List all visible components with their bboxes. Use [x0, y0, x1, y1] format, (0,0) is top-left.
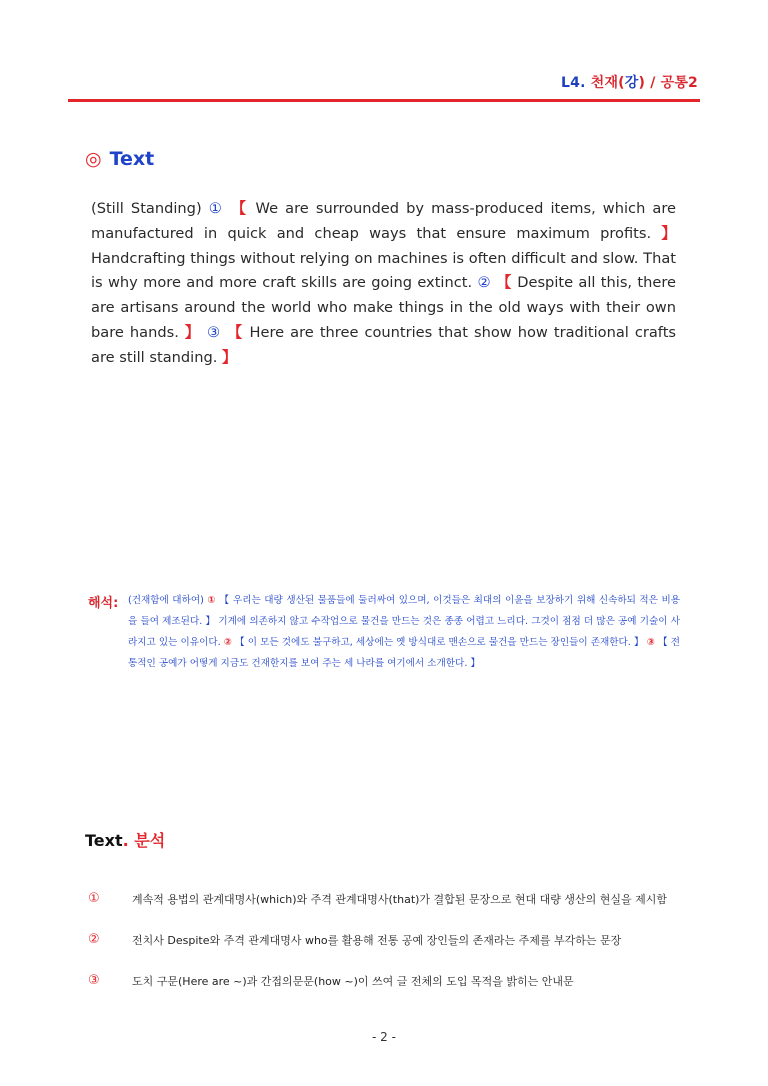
english-passage: [91, 197, 676, 371]
paren-close: ): [638, 75, 646, 91]
course-name: 공통2: [660, 75, 698, 91]
passage-intro: (Still Standing): [91, 200, 202, 217]
analysis-list: [88, 878, 688, 1001]
passage-sentence-3: Here are three countries that show how traditional crafts are still standing.: [91, 323, 677, 366]
sentence-number-1: ①: [208, 200, 225, 217]
analysis-text: 도치 구문(Here are ~)과 간접의문문(how ~)이 쓰여 글 전체의 도입 목적을 밝히는 안내문: [132, 974, 574, 988]
analysis-title-separator: .: [122, 831, 129, 850]
bracket-open: 【: [496, 274, 512, 292]
lesson-number: L4.: [561, 75, 586, 91]
translation-plain-sentences: 기계에 의존하지 않고 수작업으로 물건을 만드는 것은 종종 어렵고 느리다. 그것이 점점 더 많은 공예 기술이 사라지고 있는 이유이다.: [128, 616, 680, 648]
bracket-close: 】: [633, 637, 644, 648]
analysis-title-korean: 분석: [134, 831, 166, 850]
section-title-text: Text: [109, 148, 155, 170]
analysis-item: [88, 960, 688, 1001]
translation-intro: (건재함에 대하여): [128, 595, 204, 606]
bracket-close: 】: [470, 658, 481, 669]
section-title: [85, 148, 154, 170]
translation-number-2: ②: [223, 637, 232, 648]
header-divider: [68, 99, 700, 102]
analysis-title: [85, 828, 165, 851]
korean-translation: [128, 590, 680, 674]
page-number: - 2 -: [372, 1030, 396, 1044]
sentence-number-3: ③: [206, 323, 222, 341]
analysis-number: ③: [88, 973, 100, 988]
passage-sentence-1: We are surrounded by mass-produced items, which are manufactured in quick and cheap ways that ensure maximum profits.: [91, 200, 677, 242]
analysis-number: ①: [88, 891, 100, 906]
bracket-open: 【: [657, 637, 668, 648]
analysis-text: 계속적 용법의 관계대명사(which)와 주격 관계대명사(that)가 결합된 문장으로 현대 대량 생산의 현실을 제시함: [132, 892, 668, 906]
translation-sentence-1: 우리는 대량 생산된 물품들에 둘러싸여 있으며, 이것들은 최대의 이윤을 보장하기 위해 신속하되 적은 비용을 들여 제조된다.: [128, 595, 680, 627]
analysis-item: [88, 878, 688, 919]
bracket-close: 】: [222, 348, 237, 366]
translation-sentence-2: 이 모든 것에도 불구하고, 세상에는 옛 방식대로 맨손으로 물건을 만드는 장인들이 존재한다.: [247, 637, 631, 648]
bracket-open: 【: [227, 323, 244, 341]
bracket-open: 【: [231, 200, 249, 217]
paren-open: (: [618, 75, 625, 91]
passage-sentence-2: Despite all this, there are artisans around the world who make things in the old ways with their own bare hands.: [91, 274, 677, 341]
header-slash: /: [650, 75, 656, 91]
bracket-close: 】: [184, 323, 201, 341]
publisher-name: 천재: [590, 75, 619, 91]
bracket-open: 【: [219, 595, 230, 606]
translation-number-3: ③: [646, 637, 655, 648]
analysis-number: ②: [88, 932, 100, 947]
difficulty-level: 강: [624, 75, 639, 91]
bracket-close: 】: [205, 616, 216, 627]
analysis-title-text: Text: [85, 831, 123, 850]
analysis-item: [88, 919, 688, 960]
translation-label: 해석:: [88, 596, 119, 611]
passage-plain-sentences: Handcrafting things without relying on machines is often difficult and slow. That is why more and more craft skills are going extinct.: [91, 249, 676, 292]
page-header: [561, 72, 698, 92]
double-circle-icon: ◎: [85, 148, 102, 170]
bracket-open: 【: [235, 637, 245, 648]
bracket-close: 】: [661, 224, 676, 242]
translation-number-1: ①: [207, 595, 216, 606]
translation-sentence-3: 전통적인 공예가 어떻게 지금도 건재한지를 보여 주는 세 나라를 여기에서 소개한다.: [128, 637, 681, 669]
sentence-number-2: ②: [477, 274, 492, 292]
analysis-text: 전치사 Despite와 주격 관계대명사 who를 활용해 전통 공예 장인들의 존재라는 주제를 부각하는 문장: [132, 933, 622, 947]
